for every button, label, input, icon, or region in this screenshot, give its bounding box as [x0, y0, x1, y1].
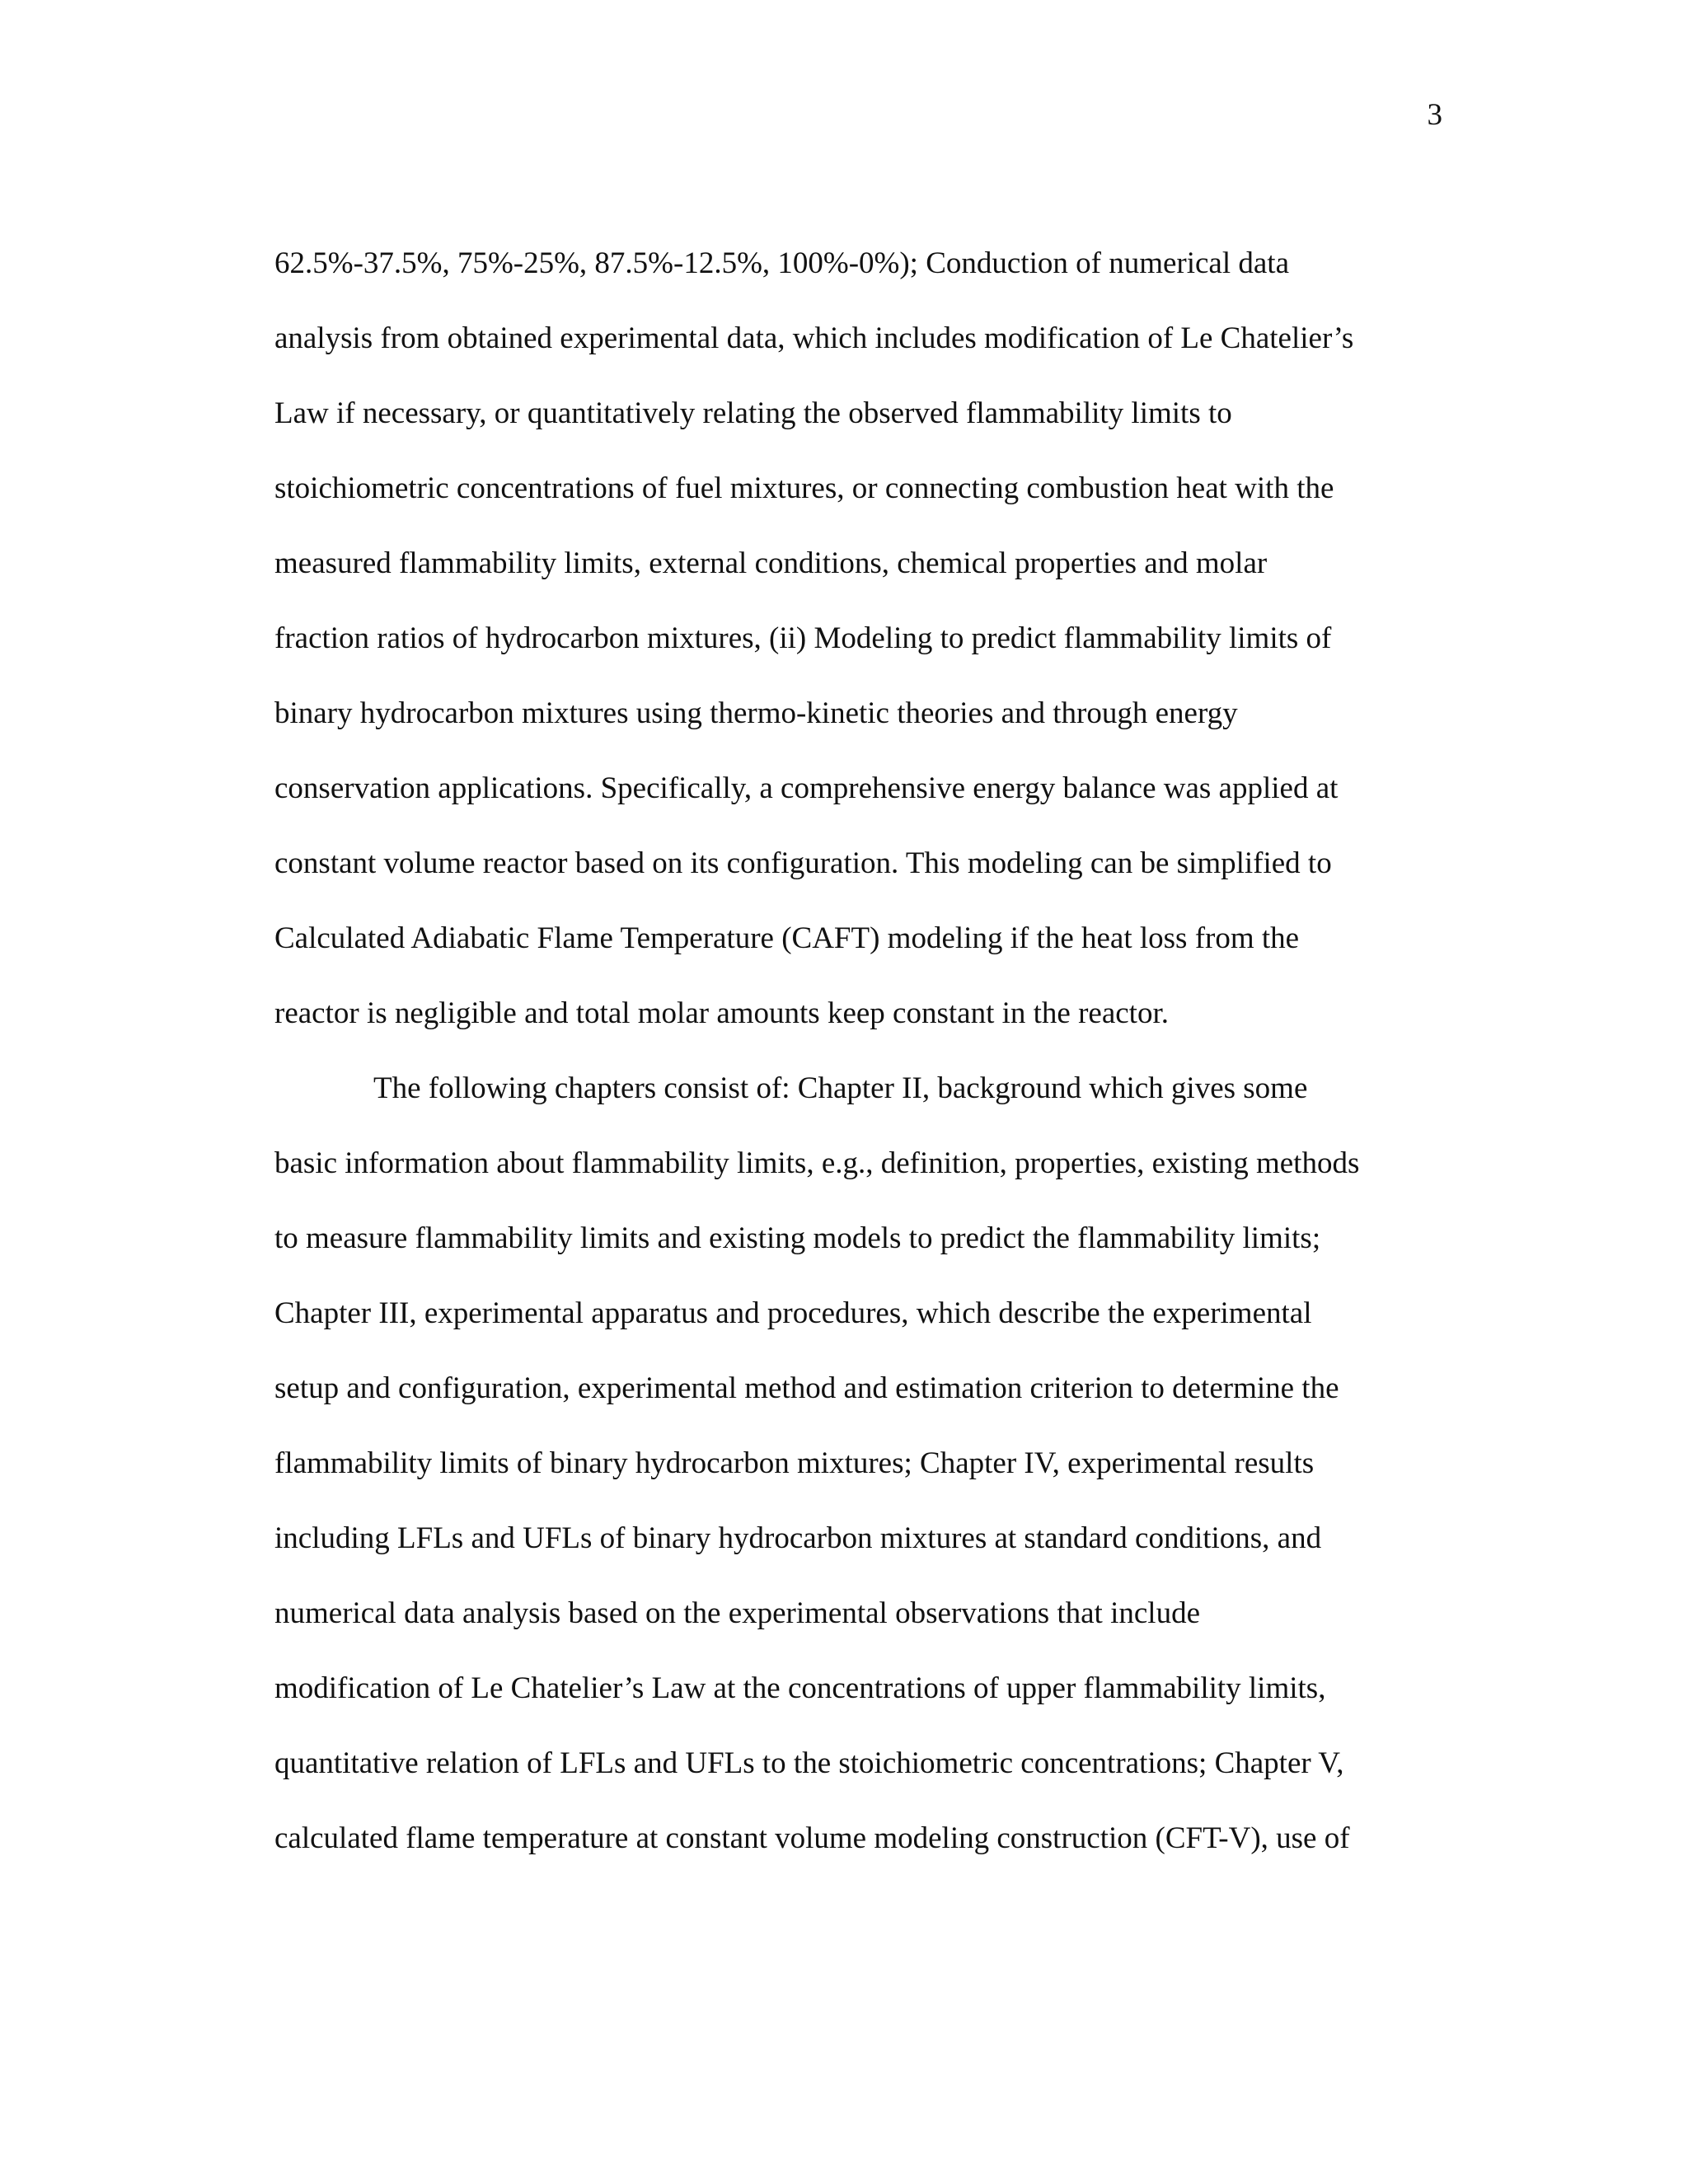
text-line: quantitative relation of LFLs and UFLs to the stoichiometric concentrations; Chapter V, — [274, 1746, 1344, 1780]
text-line: constant volume reactor based on its configuration. This modeling can be simplified to — [274, 846, 1332, 880]
text-line: basic information about flammability limits, e.g., definition, properties, existing methods — [274, 1146, 1360, 1180]
text-line: Law if necessary, or quantitatively relating the observed flammability limits to — [274, 396, 1232, 430]
text-line: numerical data analysis based on the experimental observations that include — [274, 1596, 1200, 1630]
text-line: analysis from obtained experimental data, which includes modification of Le Chatelier’s — [274, 321, 1354, 355]
text-line: setup and configuration, experimental method and estimation criterion to determine the — [274, 1371, 1339, 1405]
text-line: to measure flammability limits and existing models to predict the flammability limits; — [274, 1221, 1321, 1255]
text-line: binary hydrocarbon mixtures using thermo-kinetic theories and through energy — [274, 696, 1238, 730]
page-number: 3 — [1427, 98, 1442, 132]
text-line: 62.5%-37.5%, 75%-25%, 87.5%-12.5%, 100%-0%); Conduction of numerical data — [274, 246, 1289, 280]
paragraph-first-line: The following chapters consist of: Chapter II, background which gives some — [373, 1071, 1308, 1105]
text-line: stoichiometric concentrations of fuel mixtures, or connecting combustion heat with the — [274, 471, 1334, 505]
text-line: including LFLs and UFLs of binary hydrocarbon mixtures at standard conditions, and — [274, 1521, 1322, 1555]
text-line: conservation applications. Specifically, a comprehensive energy balance was applied at — [274, 771, 1339, 805]
body-text — [274, 239, 1445, 1889]
text-line: reactor is negligible and total molar amounts keep constant in the reactor. — [274, 996, 1169, 1030]
text-line: Chapter III, experimental apparatus and procedures, which describe the experimental — [274, 1296, 1312, 1330]
text-line: calculated flame temperature at constant volume modeling construction (CFT-V), use of — [274, 1821, 1350, 1855]
text-line: fraction ratios of hydrocarbon mixtures, (ii) Modeling to predict flammability limits of — [274, 621, 1332, 655]
text-line: modification of Le Chatelier’s Law at the concentrations of upper flammability limits, — [274, 1671, 1326, 1705]
text-line: measured flammability limits, external conditions, chemical properties and molar — [274, 546, 1268, 580]
text-line: flammability limits of binary hydrocarbon mixtures; Chapter IV, experimental results — [274, 1446, 1315, 1480]
text-line: Calculated Adiabatic Flame Temperature (CAFT) modeling if the heat loss from the — [274, 921, 1300, 955]
